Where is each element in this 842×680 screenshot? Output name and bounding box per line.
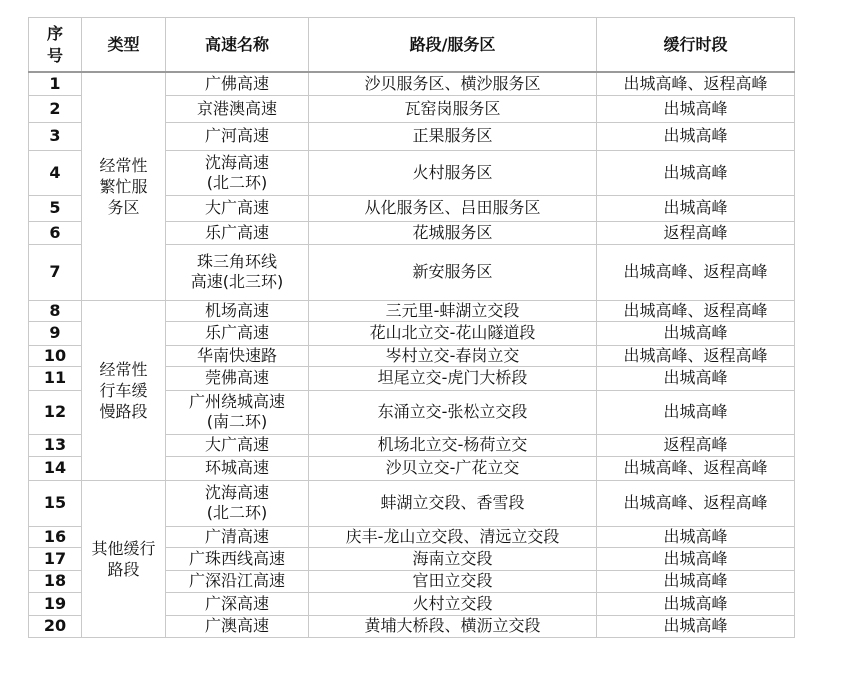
highway-name: 广深沿江高速 [166,570,309,592]
row-number: 13 [29,434,82,456]
header-period: 缓行时段 [597,18,795,73]
section-name: 岑村立交-春岗立交 [309,345,597,366]
header-name: 高速名称 [166,18,309,73]
highway-name: 莞佛高速 [166,366,309,390]
highway-name: 沈海高速 (北二环) [166,480,309,526]
congestion-period: 出城高峰、返程高峰 [597,300,795,321]
section-name: 东涌立交-张松立交段 [309,390,597,434]
section-name: 花山北立交-花山隧道段 [309,321,597,345]
congestion-period: 出城高峰 [597,150,795,195]
table-row [29,300,795,321]
section-name: 蚌湖立交段、香雪段 [309,480,597,526]
header-type: 类型 [82,18,166,73]
row-number: 2 [29,95,82,122]
congestion-period: 出城高峰 [597,95,795,122]
highway-name: 乐广高速 [166,221,309,244]
table-row [29,72,795,95]
section-name: 新安服务区 [309,244,597,300]
row-number: 14 [29,456,82,480]
congestion-period: 出城高峰 [597,592,795,615]
row-number: 9 [29,321,82,345]
table-body [29,72,795,637]
row-number: 17 [29,547,82,570]
row-number: 5 [29,195,82,221]
section-name: 黄埔大桥段、横沥立交段 [309,615,597,637]
highway-name: 广澳高速 [166,615,309,637]
congestion-period: 返程高峰 [597,221,795,244]
table-header-row [29,18,795,73]
highway-name: 华南快速路 [166,345,309,366]
category-cell: 经常性 繁忙服 务区 [82,72,166,300]
section-name: 坦尾立交-虎门大桥段 [309,366,597,390]
section-name: 机场北立交-杨荷立交 [309,434,597,456]
table-row [29,480,795,526]
congestion-period: 出城高峰 [597,615,795,637]
section-name: 从化服务区、吕田服务区 [309,195,597,221]
row-number: 18 [29,570,82,592]
highway-name: 广州绕城高速 (南二环) [166,390,309,434]
section-name: 沙贝立交-广花立交 [309,456,597,480]
section-name: 火村服务区 [309,150,597,195]
category-cell: 其他缓行 路段 [82,480,166,637]
section-name: 花城服务区 [309,221,597,244]
congestion-period: 出城高峰 [597,547,795,570]
congestion-period: 出城高峰、返程高峰 [597,456,795,480]
section-name: 沙贝服务区、横沙服务区 [309,72,597,95]
highway-name: 京港澳高速 [166,95,309,122]
congestion-period: 返程高峰 [597,434,795,456]
section-name: 庆丰-龙山立交段、清远立交段 [309,526,597,547]
section-name: 三元里-蚌湖立交段 [309,300,597,321]
row-number: 8 [29,300,82,321]
row-number: 1 [29,72,82,95]
highway-name: 广河高速 [166,122,309,150]
row-number: 3 [29,122,82,150]
traffic-congestion-table [28,17,795,638]
congestion-period: 出城高峰 [597,321,795,345]
highway-name: 广深高速 [166,592,309,615]
highway-name: 广清高速 [166,526,309,547]
row-number: 12 [29,390,82,434]
congestion-period: 出城高峰 [597,526,795,547]
section-name: 火村立交段 [309,592,597,615]
highway-name: 珠三角环线 高速(北三环) [166,244,309,300]
category-cell: 经常性 行车缓 慢路段 [82,300,166,480]
row-number: 7 [29,244,82,300]
row-number: 15 [29,480,82,526]
congestion-period: 出城高峰、返程高峰 [597,72,795,95]
header-no: 序 号 [29,18,82,73]
row-number: 11 [29,366,82,390]
section-name: 海南立交段 [309,547,597,570]
row-number: 6 [29,221,82,244]
row-number: 20 [29,615,82,637]
highway-name: 广佛高速 [166,72,309,95]
section-name: 正果服务区 [309,122,597,150]
row-number: 4 [29,150,82,195]
congestion-period: 出城高峰 [597,195,795,221]
congestion-period: 出城高峰 [597,390,795,434]
congestion-period: 出城高峰 [597,570,795,592]
congestion-period: 出城高峰、返程高峰 [597,244,795,300]
row-number: 16 [29,526,82,547]
highway-name: 大广高速 [166,434,309,456]
congestion-period: 出城高峰、返程高峰 [597,480,795,526]
highway-name: 乐广高速 [166,321,309,345]
congestion-period: 出城高峰 [597,122,795,150]
highway-name: 广珠西线高速 [166,547,309,570]
section-name: 瓦窑岗服务区 [309,95,597,122]
section-name: 官田立交段 [309,570,597,592]
highway-name: 环城高速 [166,456,309,480]
highway-name: 机场高速 [166,300,309,321]
congestion-period: 出城高峰 [597,366,795,390]
header-section: 路段/服务区 [309,18,597,73]
congestion-period: 出城高峰、返程高峰 [597,345,795,366]
highway-name: 沈海高速 (北二环) [166,150,309,195]
row-number: 19 [29,592,82,615]
highway-name: 大广高速 [166,195,309,221]
row-number: 10 [29,345,82,366]
